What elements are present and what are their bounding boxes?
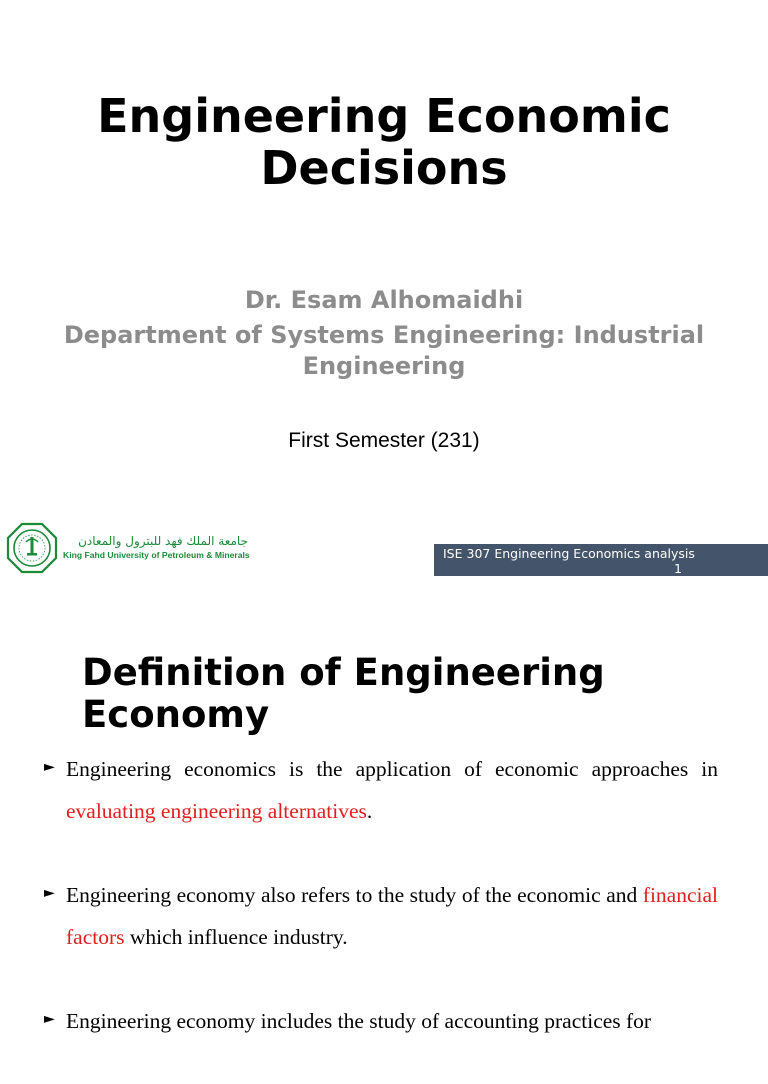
triangle-right-icon: ► <box>44 759 55 775</box>
presenter-block <box>30 284 738 382</box>
triangle-right-icon: ► <box>44 1011 55 1027</box>
bullet-highlight: evaluating engineering alternatives <box>66 799 367 823</box>
bullet-text-end: . <box>366 799 373 823</box>
bullet-highlight: financial factors <box>66 883 718 949</box>
footer-course-label: ISE 307 Engineering Economics analysis <box>443 546 695 561</box>
logo-arabic-text: جامعة الملك فهد للبترول والمعادن <box>78 534 248 548</box>
semester-label: First Semester (231) <box>288 429 480 452</box>
bullet-text: Engineering economy also refers to the study of the economic and <box>66 883 643 907</box>
presenter-name: Dr. Esam Alhomaidhi <box>244 286 524 314</box>
bullet-text: Engineering economics is the application of economic approaches in <box>66 757 718 781</box>
bullet-item <box>44 748 718 832</box>
slide-number: 1 <box>674 561 682 576</box>
department-name: Department of Systems Engineering: Industrial Engineering <box>63 321 705 380</box>
footer-bar <box>434 544 768 576</box>
slide-title: Definition of Engineering Economy <box>82 651 605 736</box>
university-seal-icon <box>6 522 58 574</box>
logo-english-text: King Fahd University of Petroleum & Minerals <box>63 550 250 560</box>
bullet-item <box>44 1000 718 1042</box>
triangle-right-icon: ► <box>44 885 55 901</box>
slide-title: Engineering Economic Decisions <box>97 89 671 195</box>
definition-slide <box>0 578 768 1033</box>
bullet-text-end: which influence industry. <box>124 925 348 949</box>
university-logo <box>6 522 256 576</box>
bullet-text: Engineering economy includes the study of accounting practices for <box>66 1009 652 1033</box>
bullet-item <box>44 874 718 958</box>
bullet-list <box>44 748 718 1084</box>
